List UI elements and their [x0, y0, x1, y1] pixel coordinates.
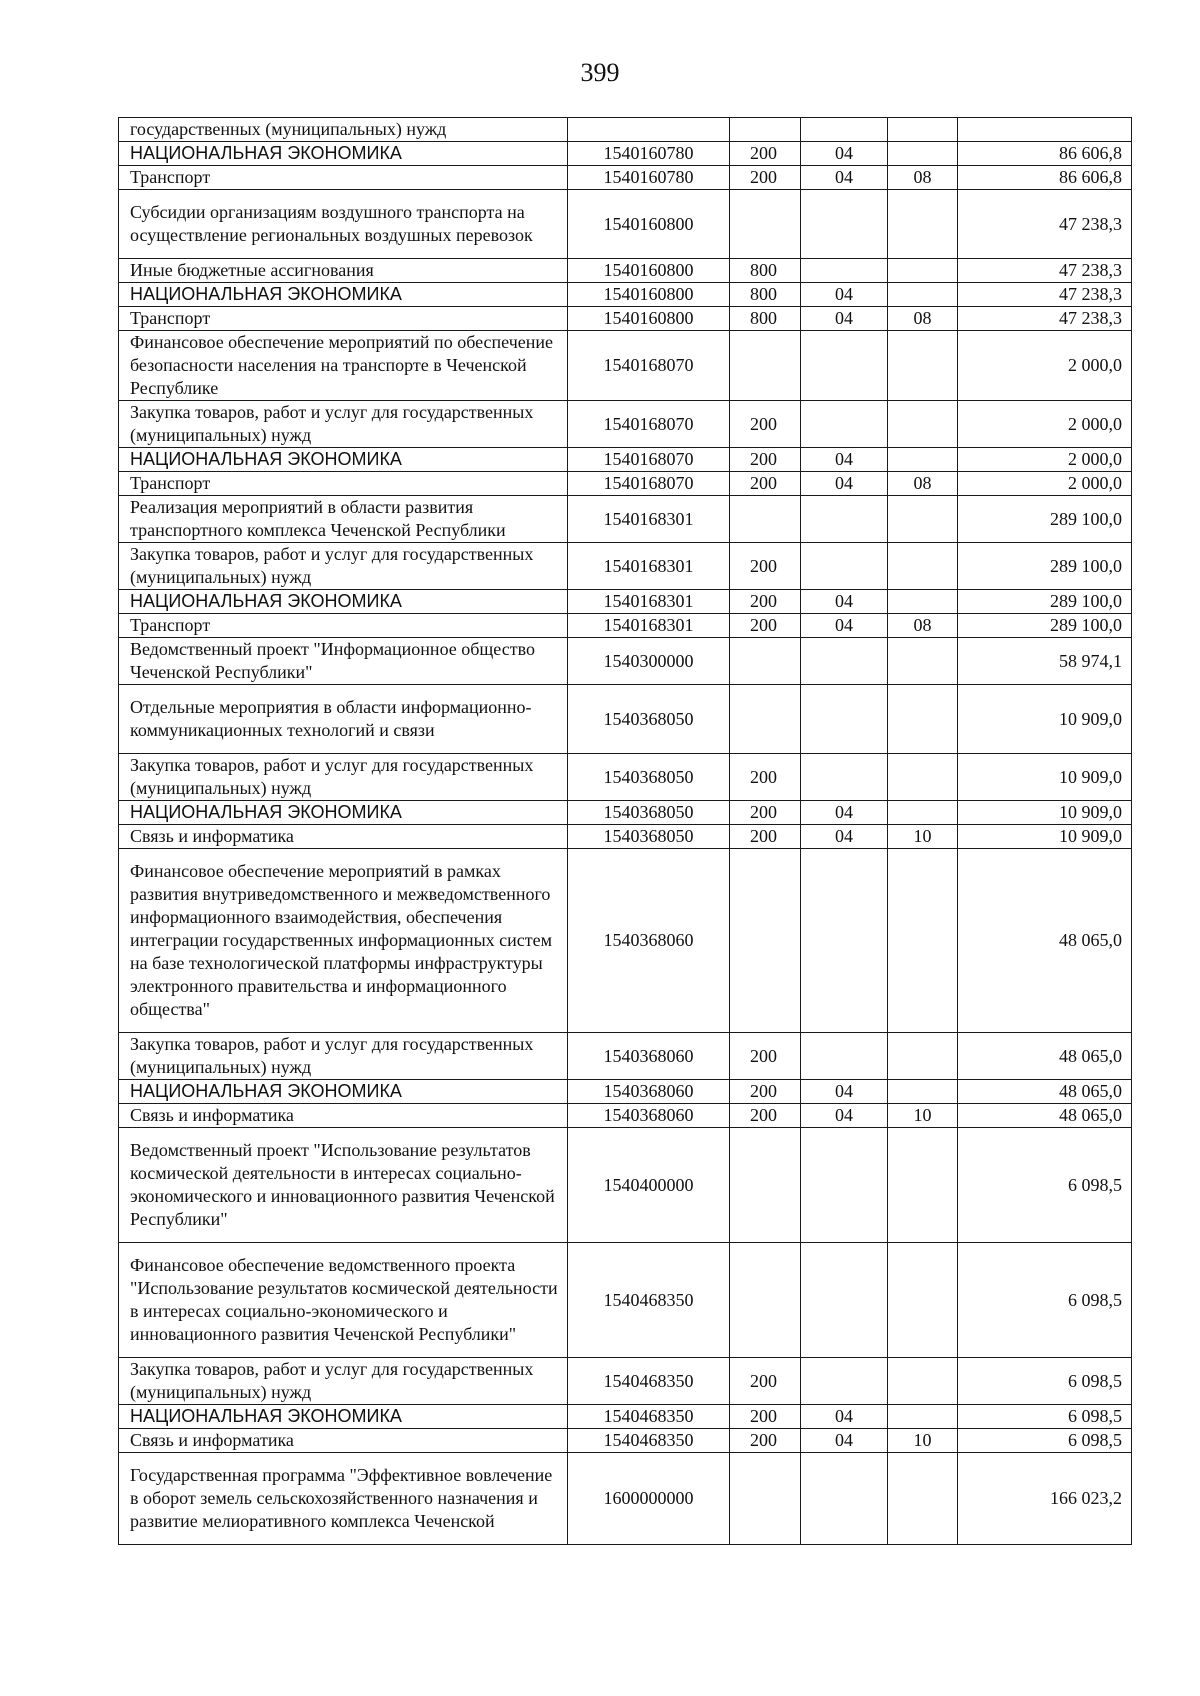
cell-vr: 200 — [730, 401, 801, 448]
cell-code: 1540160780 — [568, 142, 730, 166]
cell-code: 1540468350 — [568, 1405, 730, 1429]
cell-code: 1540468350 — [568, 1429, 730, 1453]
cell-name: Финансовое обеспечение ведомственного проекта "Использование результатов космической деятельности в интересах социально-экономического и инновационного развития Чеченской Республики" — [119, 1243, 568, 1358]
cell-rz — [801, 754, 888, 801]
cell-pr: 08 — [888, 166, 958, 190]
cell-vr: 200 — [730, 142, 801, 166]
table-row — [119, 685, 1132, 754]
cell-vr — [730, 685, 801, 754]
cell-sum: 10 909,0 — [958, 801, 1132, 825]
cell-vr: 200 — [730, 801, 801, 825]
cell-name: Ведомственный проект "Использование результатов космической деятельности в интересах социально-экономического и инновационного развития Чеченской Республики" — [119, 1128, 568, 1243]
cell-code: 1540168070 — [568, 331, 730, 401]
cell-rz — [801, 849, 888, 1033]
cell-pr — [888, 1405, 958, 1429]
cell-vr: 200 — [730, 614, 801, 638]
cell-vr — [730, 496, 801, 543]
cell-rz: 04 — [801, 448, 888, 472]
cell-sum — [958, 118, 1132, 142]
cell-code — [568, 118, 730, 142]
cell-pr — [888, 801, 958, 825]
cell-pr — [888, 142, 958, 166]
cell-pr — [888, 1243, 958, 1358]
cell-code: 1540160800 — [568, 190, 730, 259]
cell-name: НАЦИОНАЛЬНАЯ ЭКОНОМИКА — [119, 801, 568, 825]
cell-vr — [730, 638, 801, 685]
cell-pr — [888, 638, 958, 685]
cell-rz — [801, 259, 888, 283]
cell-code: 1540168301 — [568, 543, 730, 590]
cell-name: Закупка товаров, работ и услуг для государственных (муниципальных) нужд — [119, 401, 568, 448]
cell-sum: 47 238,3 — [958, 259, 1132, 283]
table-row — [119, 614, 1132, 638]
cell-vr: 200 — [730, 166, 801, 190]
cell-pr — [888, 849, 958, 1033]
cell-name: Отдельные мероприятия в области информационно-коммуникационных технологий и связи — [119, 685, 568, 754]
cell-vr: 200 — [730, 1429, 801, 1453]
cell-name: Закупка товаров, работ и услуг для государственных (муниципальных) нужд — [119, 1033, 568, 1080]
table-row — [119, 543, 1132, 590]
table-row — [119, 1429, 1132, 1453]
cell-sum: 166 023,2 — [958, 1453, 1132, 1545]
cell-name: НАЦИОНАЛЬНАЯ ЭКОНОМИКА — [119, 142, 568, 166]
cell-sum: 10 909,0 — [958, 825, 1132, 849]
cell-code: 1540468350 — [568, 1243, 730, 1358]
cell-pr — [888, 118, 958, 142]
cell-code: 1540400000 — [568, 1128, 730, 1243]
cell-pr — [888, 283, 958, 307]
cell-sum: 6 098,5 — [958, 1243, 1132, 1358]
cell-rz: 04 — [801, 825, 888, 849]
cell-name: Связь и информатика — [119, 1429, 568, 1453]
cell-pr — [888, 590, 958, 614]
cell-rz: 04 — [801, 590, 888, 614]
cell-pr — [888, 1080, 958, 1104]
cell-vr — [730, 190, 801, 259]
cell-pr — [888, 496, 958, 543]
cell-name: НАЦИОНАЛЬНАЯ ЭКОНОМИКА — [119, 1405, 568, 1429]
cell-code: 1540368060 — [568, 1104, 730, 1128]
cell-sum: 2 000,0 — [958, 472, 1132, 496]
cell-rz — [801, 190, 888, 259]
table-row — [119, 1033, 1132, 1080]
table-row — [119, 825, 1132, 849]
cell-rz — [801, 1243, 888, 1358]
cell-sum: 289 100,0 — [958, 590, 1132, 614]
cell-vr: 200 — [730, 1405, 801, 1429]
cell-sum: 47 238,3 — [958, 307, 1132, 331]
cell-code: 1540160800 — [568, 259, 730, 283]
cell-name: НАЦИОНАЛЬНАЯ ЭКОНОМИКА — [119, 590, 568, 614]
page-number: 399 — [580, 58, 620, 87]
cell-name: НАЦИОНАЛЬНАЯ ЭКОНОМИКА — [119, 448, 568, 472]
cell-vr: 200 — [730, 543, 801, 590]
cell-code: 1540168301 — [568, 614, 730, 638]
cell-vr — [730, 1453, 801, 1545]
cell-rz — [801, 685, 888, 754]
table-row — [119, 472, 1132, 496]
cell-name: Реализация мероприятий в области развития транспортного комплекса Чеченской Республики — [119, 496, 568, 543]
table-row — [119, 1128, 1132, 1243]
cell-code: 1600000000 — [568, 1453, 730, 1545]
cell-pr — [888, 543, 958, 590]
cell-name: Связь и информатика — [119, 1104, 568, 1128]
cell-pr: 10 — [888, 1104, 958, 1128]
cell-sum: 48 065,0 — [958, 1033, 1132, 1080]
cell-pr — [888, 448, 958, 472]
cell-code: 1540168301 — [568, 496, 730, 543]
cell-sum: 6 098,5 — [958, 1128, 1132, 1243]
cell-name: Иные бюджетные ассигнования — [119, 259, 568, 283]
cell-sum: 10 909,0 — [958, 754, 1132, 801]
cell-sum: 47 238,3 — [958, 283, 1132, 307]
table-row — [119, 1453, 1132, 1545]
cell-pr — [888, 1033, 958, 1080]
cell-vr: 200 — [730, 472, 801, 496]
cell-pr — [888, 331, 958, 401]
cell-code: 1540160800 — [568, 307, 730, 331]
table-row — [119, 307, 1132, 331]
cell-vr — [730, 849, 801, 1033]
cell-pr — [888, 1453, 958, 1545]
cell-pr: 08 — [888, 614, 958, 638]
cell-name: Транспорт — [119, 472, 568, 496]
cell-rz: 04 — [801, 166, 888, 190]
cell-sum: 86 606,8 — [958, 166, 1132, 190]
cell-code: 1540368050 — [568, 801, 730, 825]
cell-pr — [888, 685, 958, 754]
cell-vr: 200 — [730, 825, 801, 849]
cell-rz: 04 — [801, 307, 888, 331]
cell-name: Ведомственный проект "Информационное общество Чеченской Республики" — [119, 638, 568, 685]
cell-rz: 04 — [801, 801, 888, 825]
cell-pr — [888, 1128, 958, 1243]
table-row — [119, 1104, 1132, 1128]
cell-vr — [730, 118, 801, 142]
cell-code: 1540368060 — [568, 1033, 730, 1080]
cell-sum: 289 100,0 — [958, 543, 1132, 590]
cell-sum: 6 098,5 — [958, 1405, 1132, 1429]
cell-code: 1540168301 — [568, 590, 730, 614]
cell-code: 1540368050 — [568, 754, 730, 801]
table-row — [119, 801, 1132, 825]
cell-sum: 48 065,0 — [958, 849, 1132, 1033]
cell-rz — [801, 331, 888, 401]
cell-code: 1540468350 — [568, 1358, 730, 1405]
cell-sum: 86 606,8 — [958, 142, 1132, 166]
cell-sum: 48 065,0 — [958, 1104, 1132, 1128]
table-row — [119, 401, 1132, 448]
cell-sum: 289 100,0 — [958, 496, 1132, 543]
cell-code: 1540160800 — [568, 283, 730, 307]
table-row — [119, 448, 1132, 472]
cell-pr — [888, 754, 958, 801]
cell-name: Закупка товаров, работ и услуг для государственных (муниципальных) нужд — [119, 754, 568, 801]
cell-sum: 47 238,3 — [958, 190, 1132, 259]
table-row — [119, 1405, 1132, 1429]
table-row — [119, 1080, 1132, 1104]
cell-name: Транспорт — [119, 307, 568, 331]
cell-pr: 08 — [888, 307, 958, 331]
cell-sum: 2 000,0 — [958, 448, 1132, 472]
cell-name: Транспорт — [119, 614, 568, 638]
cell-vr: 200 — [730, 1358, 801, 1405]
cell-vr: 800 — [730, 283, 801, 307]
table-row — [119, 190, 1132, 259]
cell-rz — [801, 543, 888, 590]
cell-code: 1540160780 — [568, 166, 730, 190]
cell-vr: 200 — [730, 1033, 801, 1080]
cell-name: Государственная программа "Эффективное вовлечение в оборот земель сельскохозяйственного назначения и развитие мелиоративного комплекса Чеченской — [119, 1453, 568, 1545]
cell-rz — [801, 496, 888, 543]
cell-sum: 289 100,0 — [958, 614, 1132, 638]
cell-rz: 04 — [801, 1429, 888, 1453]
cell-vr — [730, 1128, 801, 1243]
table-row — [119, 849, 1132, 1033]
cell-rz: 04 — [801, 472, 888, 496]
table-row — [119, 638, 1132, 685]
table-row — [119, 590, 1132, 614]
table-row — [119, 118, 1132, 142]
cell-vr: 200 — [730, 448, 801, 472]
table-row — [119, 1243, 1132, 1358]
cell-rz — [801, 638, 888, 685]
cell-code: 1540168070 — [568, 472, 730, 496]
cell-rz — [801, 1033, 888, 1080]
cell-vr: 200 — [730, 1104, 801, 1128]
cell-sum: 58 974,1 — [958, 638, 1132, 685]
cell-rz — [801, 1453, 888, 1545]
cell-name: государственных (муниципальных) нужд — [119, 118, 568, 142]
cell-name: Финансовое обеспечение мероприятий по обеспечение безопасности населения на транспорте в Чеченской Республике — [119, 331, 568, 401]
cell-name: Субсидии организациям воздушного транспорта на осуществление региональных воздушных перевозок — [119, 190, 568, 259]
cell-code: 1540168070 — [568, 401, 730, 448]
cell-rz: 04 — [801, 614, 888, 638]
cell-pr: 08 — [888, 472, 958, 496]
table-row — [119, 142, 1132, 166]
table-row — [119, 496, 1132, 543]
table-row — [119, 166, 1132, 190]
cell-vr: 800 — [730, 307, 801, 331]
cell-code: 1540368050 — [568, 825, 730, 849]
cell-rz — [801, 401, 888, 448]
cell-rz: 04 — [801, 1405, 888, 1429]
budget-table — [118, 117, 1132, 1545]
cell-sum: 6 098,5 — [958, 1358, 1132, 1405]
cell-code: 1540368060 — [568, 849, 730, 1033]
cell-pr: 10 — [888, 825, 958, 849]
cell-pr — [888, 259, 958, 283]
cell-rz — [801, 1128, 888, 1243]
cell-code: 1540300000 — [568, 638, 730, 685]
cell-code: 1540168070 — [568, 448, 730, 472]
cell-name: НАЦИОНАЛЬНАЯ ЭКОНОМИКА — [119, 1080, 568, 1104]
cell-vr: 800 — [730, 259, 801, 283]
cell-code: 1540368060 — [568, 1080, 730, 1104]
cell-name: Закупка товаров, работ и услуг для государственных (муниципальных) нужд — [119, 1358, 568, 1405]
cell-vr: 200 — [730, 754, 801, 801]
cell-sum: 10 909,0 — [958, 685, 1132, 754]
cell-name: Транспорт — [119, 166, 568, 190]
cell-rz — [801, 1358, 888, 1405]
cell-pr — [888, 1358, 958, 1405]
cell-pr: 10 — [888, 1429, 958, 1453]
cell-rz: 04 — [801, 283, 888, 307]
cell-rz: 04 — [801, 1080, 888, 1104]
table-row — [119, 754, 1132, 801]
cell-sum: 2 000,0 — [958, 401, 1132, 448]
cell-name: НАЦИОНАЛЬНАЯ ЭКОНОМИКА — [119, 283, 568, 307]
cell-sum: 2 000,0 — [958, 331, 1132, 401]
cell-name: Закупка товаров, работ и услуг для государственных (муниципальных) нужд — [119, 543, 568, 590]
cell-vr — [730, 331, 801, 401]
budget-table-body — [119, 118, 1132, 1545]
cell-sum: 48 065,0 — [958, 1080, 1132, 1104]
cell-vr — [730, 1243, 801, 1358]
cell-rz — [801, 118, 888, 142]
cell-vr: 200 — [730, 1080, 801, 1104]
table-row — [119, 283, 1132, 307]
table-row — [119, 1358, 1132, 1405]
cell-pr — [888, 190, 958, 259]
cell-code: 1540368050 — [568, 685, 730, 754]
cell-sum: 6 098,5 — [958, 1429, 1132, 1453]
table-row — [119, 259, 1132, 283]
cell-rz: 04 — [801, 1104, 888, 1128]
cell-vr: 200 — [730, 590, 801, 614]
cell-pr — [888, 401, 958, 448]
cell-name: Финансовое обеспечение мероприятий в рамках развития внутриведомственного и межведомственного информационного взаимодействия, обеспечения интеграции государственных информационных систем на базе технологической платформы инфраструктуры электронного правительства и информационного общества" — [119, 849, 568, 1033]
table-row — [119, 331, 1132, 401]
cell-rz: 04 — [801, 142, 888, 166]
cell-name: Связь и информатика — [119, 825, 568, 849]
